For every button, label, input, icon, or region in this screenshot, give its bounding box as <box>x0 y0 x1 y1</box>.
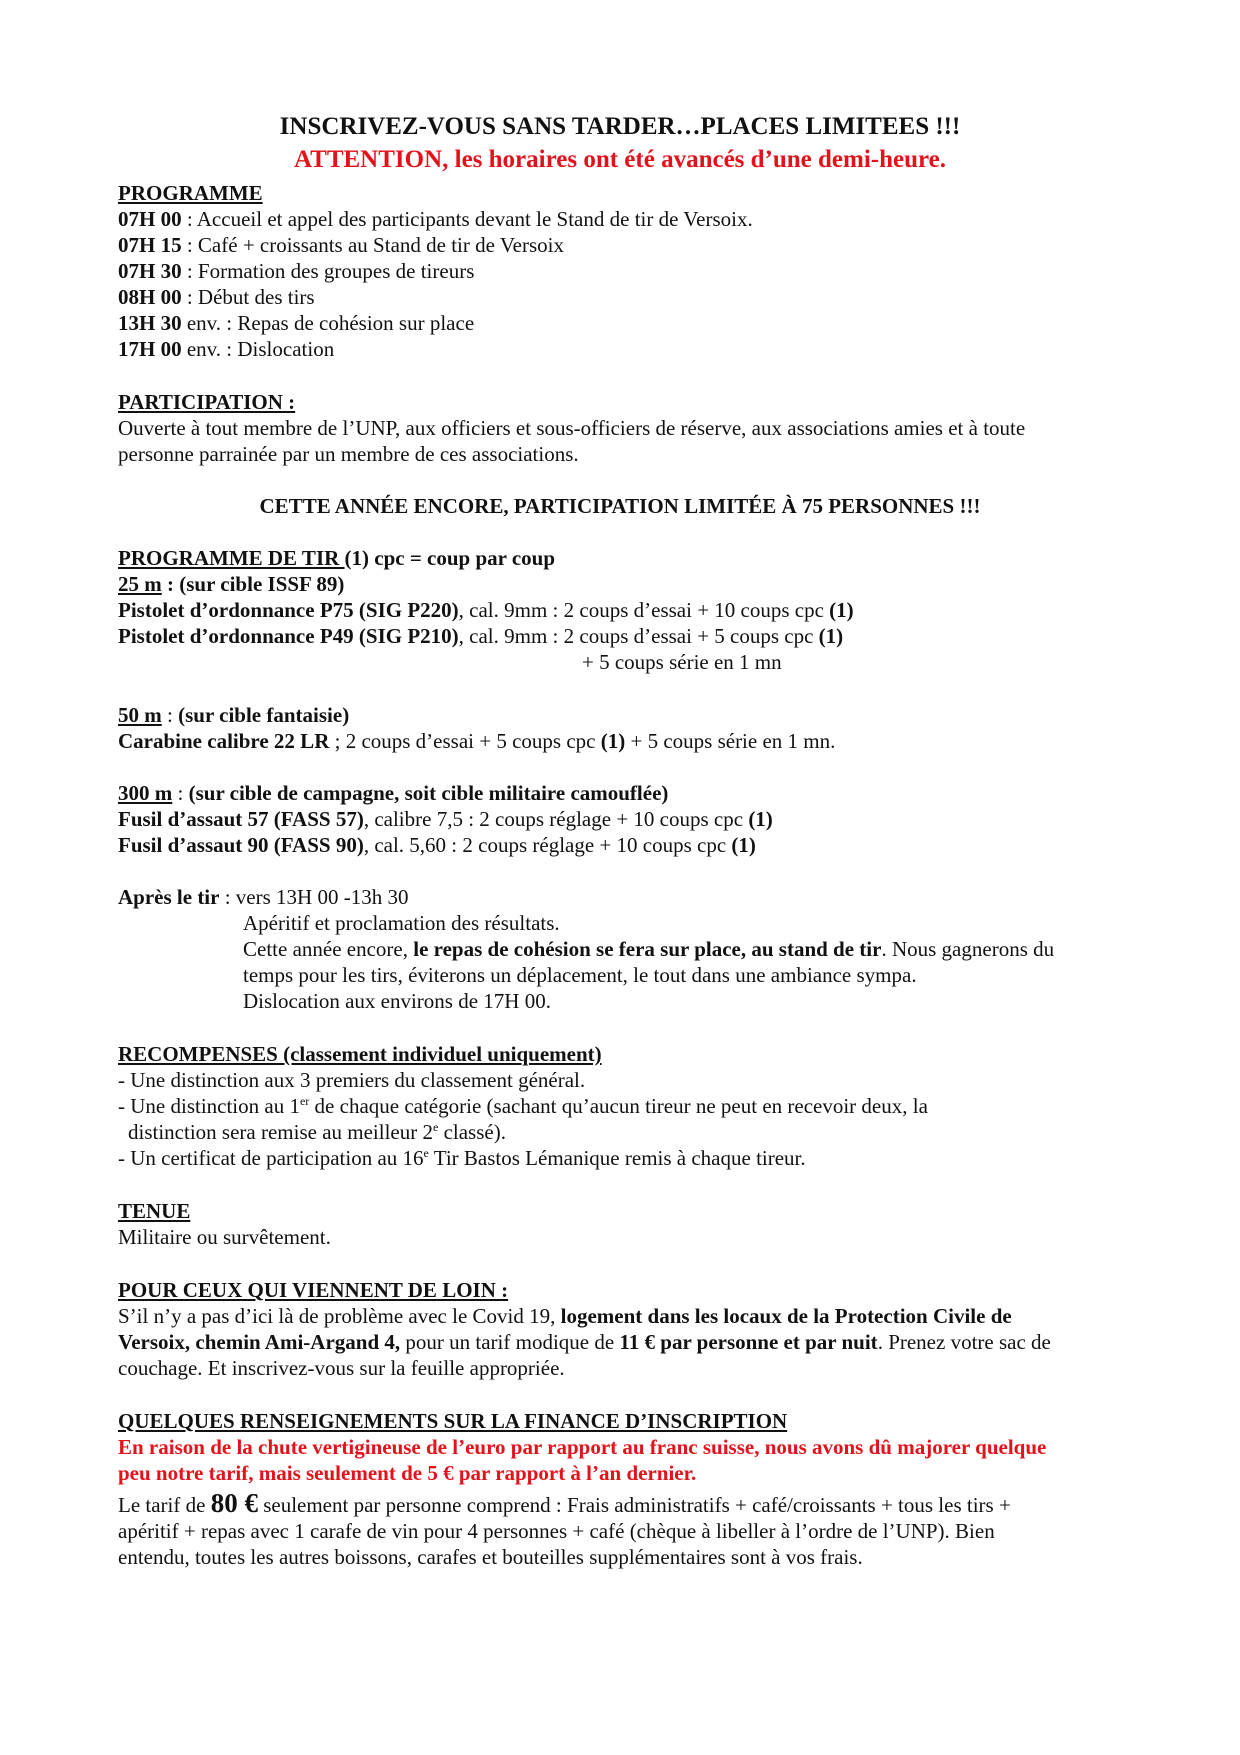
item-time: 13H 30 <box>118 311 182 335</box>
tir-heading-label: PROGRAMME DE TIR <box>118 546 345 570</box>
item-text: : Café + croissants au Stand de tir de Versoix <box>181 233 564 257</box>
weapon-p75 <box>118 597 854 623</box>
text-part: classé). <box>438 1120 506 1144</box>
tir-heading-note: (1) cpc = coup par coup <box>344 546 556 570</box>
weapon-model: (FASS 57) <box>268 807 364 831</box>
note-mark: (1) <box>600 729 626 753</box>
text-bold: logement dans les locaux de la Protection Civile de <box>560 1304 1012 1328</box>
text-part: seulement par personne comprend : Frais administratifs + café/croissants + tous les tirs + <box>257 1493 1011 1517</box>
note-mark: (1) <box>829 598 854 622</box>
programme-item <box>118 310 474 336</box>
weapon-p49-extra: + 5 coups série en 1 mn <box>582 650 782 674</box>
price-value: 80 € <box>210 1488 258 1518</box>
text-bold: 11 € par personne et par nuit <box>619 1330 878 1354</box>
text-part: distinction sera remise au meilleur 2 <box>128 1120 433 1144</box>
distance-50m <box>118 702 349 728</box>
weapon-name: Pistolet d’ordonnance P49 <box>118 624 354 648</box>
programme-heading: PROGRAMME <box>118 181 263 205</box>
text-part: Le tarif de <box>118 1493 211 1517</box>
superscript: e <box>433 1120 439 1134</box>
weapon-text: , calibre 7,5 : 2 coups réglage + 10 coups cpc <box>363 807 749 831</box>
finance-line-2: apéritif + repas avec 1 carafe de vin pour 4 personnes + café (chèque à libeller à l’ordre de l’UNP). Bien <box>118 1519 995 1543</box>
item-time: 07H 15 <box>118 233 182 257</box>
target-text: (sur cible fantaisie) <box>178 703 350 727</box>
programme-item <box>118 232 564 258</box>
loin-heading: POUR CEUX QUI VIENNENT DE LOIN : <box>118 1278 509 1302</box>
apres-line-3-post: . Nous gagnerons du <box>881 937 1055 961</box>
apres-line-2: Apéritif et proclamation des résultats. <box>243 911 560 935</box>
apres-tir-line <box>118 884 408 910</box>
weapon-text-end: + 5 coups série en 1 mn. <box>625 729 836 753</box>
tenue-text: Militaire ou survêtement. <box>118 1225 331 1249</box>
superscript: er <box>299 1094 310 1108</box>
weapon-model: (SIG P220) <box>353 598 459 622</box>
distance-label: 300 m <box>118 781 173 805</box>
participation-text-2: personne parrainée par un membre de ces associations. <box>118 442 579 466</box>
apres-line-5: Dislocation aux environs de 17H 00. <box>243 989 551 1013</box>
weapon-fass90 <box>118 832 756 858</box>
item-time: 07H 00 <box>118 207 182 231</box>
finance-line-3: entendu, toutes les autres boissons, carafes et bouteilles supplémentaires sont à vos frais. <box>118 1545 863 1569</box>
loin-line-3: couchage. Et inscrivez-vous sur la feuille appropriée. <box>118 1356 565 1380</box>
apres-label: Après le tir <box>118 885 220 909</box>
distance-label: 25 m <box>118 572 162 596</box>
weapon-text: , cal. 9mm : 2 coups d’essai + 10 coups cpc <box>458 598 830 622</box>
weapon-name: Fusil d’assaut 57 <box>118 807 269 831</box>
item-time: 17H 00 <box>118 337 182 361</box>
apres-line-3 <box>243 936 1054 962</box>
note-mark: (1) <box>748 807 773 831</box>
item-text: : Début des tirs <box>181 285 315 309</box>
weapon-model: (SIG P210) <box>353 624 459 648</box>
participation-text-1: Ouverte à tout membre de l’UNP, aux officiers et sous-officiers de réserve, aux associations amies et à toute <box>118 416 1026 440</box>
text-part: Tir Bastos Lémanique remis à chaque tireur. <box>428 1146 806 1170</box>
text-part: - Une distinction au 1 <box>118 1094 300 1118</box>
loin-line-1 <box>118 1303 1012 1329</box>
item-text: env. : Repas de cohésion sur place <box>181 311 475 335</box>
text-part: . Prenez votre sac de <box>877 1330 1051 1354</box>
programme-item <box>118 336 334 362</box>
weapon-model: (FASS 90) <box>268 833 364 857</box>
finance-heading: QUELQUES RENSEIGNEMENTS SUR LA FINANCE D’INSCRIPTION <box>118 1409 788 1433</box>
target-sep: : <box>161 703 179 727</box>
text-bold: Versoix, chemin Ami-Argand 4, <box>118 1330 401 1354</box>
weapon-text: ; 2 coups d’essai + 5 coups cpc <box>329 729 601 753</box>
target-text: : (sur cible ISSF 89) <box>161 572 345 596</box>
programme-item <box>118 206 753 232</box>
item-text: : Accueil et appel des participants devant le Stand de tir de Versoix. <box>181 207 753 231</box>
recompenses-heading: RECOMPENSES (classement individuel uniquement) <box>118 1042 602 1066</box>
participation-heading: PARTICIPATION : <box>118 390 296 414</box>
finance-red-line-1: En raison de la chute vertigineuse de l’euro par rapport au franc suisse, nous avons dû majorer quelque <box>118 1435 1047 1459</box>
loin-line-2 <box>118 1329 1051 1355</box>
page-title: INSCRIVEZ-VOUS SANS TARDER…PLACES LIMITEES !!! <box>279 113 961 140</box>
schedule-warning: ATTENTION, les horaires ont été avancés d’une demi-heure. <box>293 146 947 173</box>
finance-line-1 <box>118 1490 1011 1518</box>
weapon-name: Carabine calibre 22 LR <box>118 729 330 753</box>
recompense-item: - Une distinction aux 3 premiers du classement général. <box>118 1068 586 1092</box>
recompense-item <box>118 1145 806 1171</box>
apres-time: : vers 13H 00 -13h 30 <box>219 885 409 909</box>
apres-line-4: temps pour les tirs, éviterons un déplacement, le tout dans une ambiance sympa. <box>243 963 917 987</box>
apres-line-3-pre: Cette année encore, <box>243 937 414 961</box>
tir-heading <box>118 545 555 571</box>
text-part: - Un certificat de participation au 16 <box>118 1146 424 1170</box>
weapon-p49 <box>118 623 843 649</box>
distance-300m <box>118 780 668 806</box>
weapon-name: Fusil d’assaut 90 <box>118 833 269 857</box>
item-text: : Formation des groupes de tireurs <box>181 259 475 283</box>
weapon-text: , cal. 5,60 : 2 coups réglage + 10 coups cpc <box>363 833 732 857</box>
text-part: de chaque catégorie (sachant qu’aucun tireur ne peut en recevoir deux, la <box>309 1094 928 1118</box>
weapon-name: Pistolet d’ordonnance P75 <box>118 598 354 622</box>
note-mark: (1) <box>818 624 844 648</box>
recompense-item-cont <box>128 1119 506 1145</box>
superscript: e <box>423 1146 429 1160</box>
weapon-fass57 <box>118 806 773 832</box>
apres-line-3-bold: le repas de cohésion se fera sur place, au stand de tir <box>413 937 882 961</box>
finance-red-line-2: peu notre tarif, mais seulement de 5 € par rapport à l’an dernier. <box>118 1461 697 1485</box>
weapon-carabine <box>118 728 835 754</box>
item-time: 07H 30 <box>118 259 182 283</box>
weapon-text: , cal. 9mm : 2 coups d’essai + 5 coups cpc <box>458 624 819 648</box>
distance-25m <box>118 571 344 597</box>
tenue-heading: TENUE <box>118 1199 191 1223</box>
text-part: pour un tarif modique de <box>400 1330 620 1354</box>
distance-label: 50 m <box>118 703 162 727</box>
item-time: 08H 00 <box>118 285 182 309</box>
programme-item <box>118 284 315 310</box>
recompense-item <box>118 1093 928 1119</box>
target-sep: : <box>172 781 189 805</box>
participation-limit: CETTE ANNÉE ENCORE, PARTICIPATION LIMITÉE À 75 PERSONNES !!! <box>259 494 981 518</box>
text-part: S’il n’y a pas d’ici là de problème avec le Covid 19, <box>118 1304 561 1328</box>
programme-item <box>118 258 474 284</box>
item-text: env. : Dislocation <box>181 337 335 361</box>
note-mark: (1) <box>731 833 756 857</box>
target-text: (sur cible de campagne, soit cible militaire camouflée) <box>188 781 669 805</box>
